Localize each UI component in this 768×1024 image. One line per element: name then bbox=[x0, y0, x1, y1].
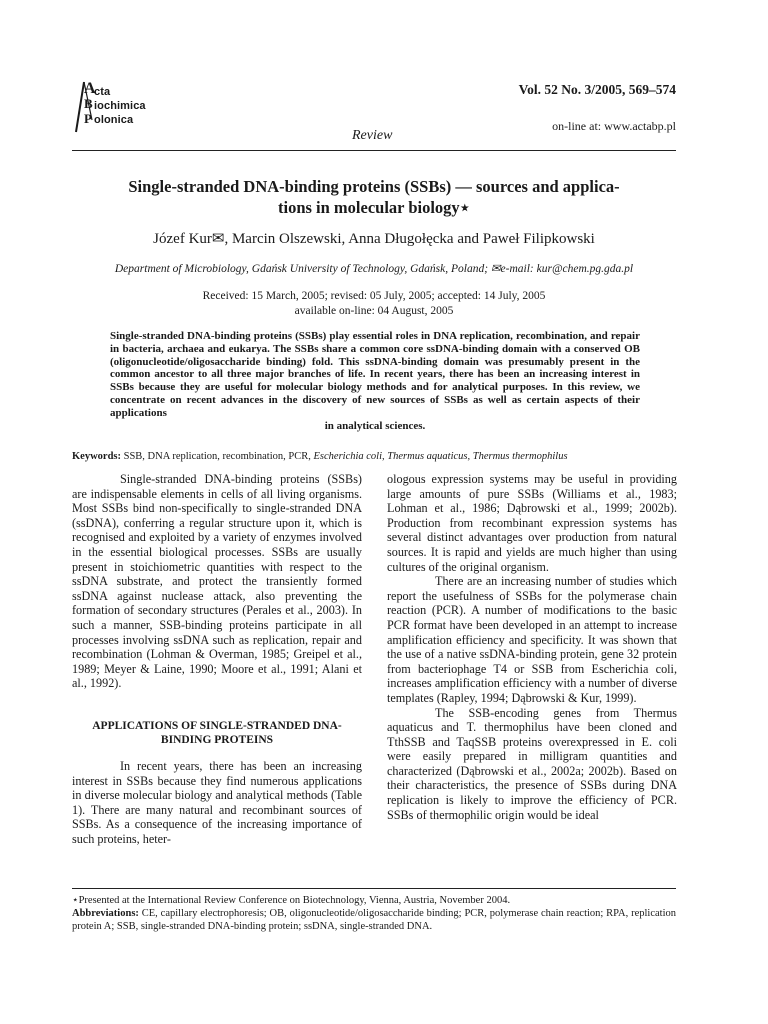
keywords-list: SSB, DNA replication, recombination, PCR, bbox=[123, 451, 311, 462]
title-line-1: Single-stranded DNA-binding proteins (SSBs) — sources and applica- bbox=[128, 177, 620, 196]
logo-line-acta: cta bbox=[94, 86, 111, 98]
footnotes bbox=[72, 894, 676, 933]
author-list: Józef Kur✉, Marcin Olszewski, Anna Długołęcka and Paweł Filipkowski bbox=[153, 231, 595, 247]
abstract-last-line: in analytical sciences. bbox=[324, 419, 426, 432]
title-line-2: tions in molecular biology⋆ bbox=[278, 198, 470, 217]
header-divider bbox=[72, 150, 676, 151]
affiliation: Department of Microbiology, Gdańsk University of Technology, Gdańsk, Poland; ✉e-mail: kur@chem.pg.gda.pl bbox=[114, 263, 634, 275]
received-dates: Received: 15 March, 2005; revised: 05 July, 2005; accepted: 14 July, 2005 bbox=[202, 290, 546, 302]
right-column bbox=[387, 472, 677, 822]
online-link[interactable]: on-line at: www.actabp.pl bbox=[552, 119, 676, 133]
pcr-paragraph: There are an increasing number of studies which report the usefulness of SSBs for the polymerase chain reaction (PCR). A number of modifications to the basic PCR format have been developed in an attempt to increase amplification efficiency and specificity. It was shown that the use of a native ssDNA-binding protein, gene 32 protein from bacteriophage T4 or SSB from Escherichia coli, increases amplification efficiency with a number of diverse templates (Rapley, 1994; Dąbrowski & Kur, 1999). bbox=[387, 574, 677, 705]
abstract-text: Single-stranded DNA-binding proteins (SSBs) play essential roles in DNA replication, recombination, and repair in bacteria, archaea and eukarya. The SSBs share a common core ssDNA-binding domain with a conserved OB (oligonucleotide/oligosaccharide binding) fold. This ssDNA-binding domain was presumably present in the common ancestor to all three major branches of life. In recent years, there has been an increasing interest in SSBs because they are useful for molecular biology methods and for analytical purposes. In this review, we concentrate on recent advances in the discovery of new sources of SSBs as well as certain aspects of their applications bbox=[110, 330, 640, 419]
keywords bbox=[72, 451, 692, 462]
abbreviations-note bbox=[72, 907, 676, 933]
logo-line-polonica: olonica bbox=[94, 114, 134, 126]
logo-letter-p: P bbox=[84, 111, 92, 126]
keywords-species: Escherichia coli, Thermus aquaticus, Thermus thermophilus bbox=[313, 451, 568, 462]
volume-info: Vol. 52 No. 3/2005, 569–574 bbox=[518, 82, 676, 97]
applications-paragraph: In recent years, there has been an increasing interest in SSBs because they find numerous applications in diverse molecular biology and analytical methods (Table 1). There are many natural and recombinant sources of SSBs. As a consequence of the increasing importance of such proteins, heter- bbox=[72, 758, 362, 846]
journal-logo bbox=[70, 80, 190, 136]
section-heading: APPLICATIONS OF SINGLE-STRANDED DNA-BINDING PROTEINS bbox=[92, 719, 342, 746]
expression-paragraph: ologous expression systems may be useful in providing large amounts of pure SSBs (Williams et al., 1983; Lohman et al., 1986; Dąbrowski et al., 1999; 2002b). Production from recombinant expression systems has several distinct advantages over production from natural sources. It is rapid and yields are much higher than using cultures of the original organism. bbox=[387, 472, 677, 574]
thermus-paragraph: The SSB-encoding genes from Thermus aquaticus and T. thermophilus have been cloned and TthSSB and TaqSSB proteins overexpressed in E. coli were easily prepared in milligram quantities and characterized (Dąbrowski et al., 2002a; 2002b). Based on their characteristics, the presence of SSBs during DNA replication is likely to improve the efficiency of PCR. SSBs of thermophilic origin would be ideal bbox=[387, 705, 677, 822]
article-dates bbox=[72, 289, 676, 319]
left-column bbox=[72, 472, 362, 846]
abbreviations-label: Abbreviations: bbox=[72, 908, 139, 919]
section-label: Review bbox=[352, 128, 393, 143]
article-title bbox=[72, 176, 676, 218]
footnote-divider bbox=[72, 888, 676, 889]
available-date: available on-line: 04 August, 2005 bbox=[294, 305, 454, 317]
keywords-label: Keywords: bbox=[72, 451, 121, 462]
logo-letter-b: B bbox=[84, 96, 93, 111]
abstract bbox=[110, 330, 640, 432]
abbreviations-text: CE, capillary electrophoresis; OB, oligonucleotide/oligosaccharide binding; PCR, polymerase chain reaction; RPA, replication protein A; SSB, single-stranded DNA-binding protein; ssDNA, single-stranded DNA. bbox=[72, 908, 677, 932]
logo-line-biochimica: iochimica bbox=[94, 100, 146, 112]
presented-note: ⋆Presented at the International Review Conference on Biotechnology, Vienna, Austria, November 2004. bbox=[72, 895, 511, 906]
intro-paragraph: Single-stranded DNA-binding proteins (SSBs) are indispensable elements in cells of all living organisms. Most SSBs bind non-specifically to single-stranded DNA (ssDNA), conferring a regular structure upon it, which is recognised and exploited by a variety of enzymes involved in the essential biological processes. SSBs are usually present in stoichiometric quantities with respect to the ssDNA substrate, and protect the transiently formed ssDNA against nuclease attack, also preventing the formation of secondary structures (Perales et al., 2003). In such a manner, SSB-binding proteins participate in all processes involving ssDNA such as replication, repair and recombination (Lohman & Overman, 1985; Greipel et al., 1989; Meyer & Laine, 1990; Moore et al., 1991; Alani et al., 1992). bbox=[72, 472, 362, 691]
logo-letter-a: A bbox=[84, 80, 96, 97]
